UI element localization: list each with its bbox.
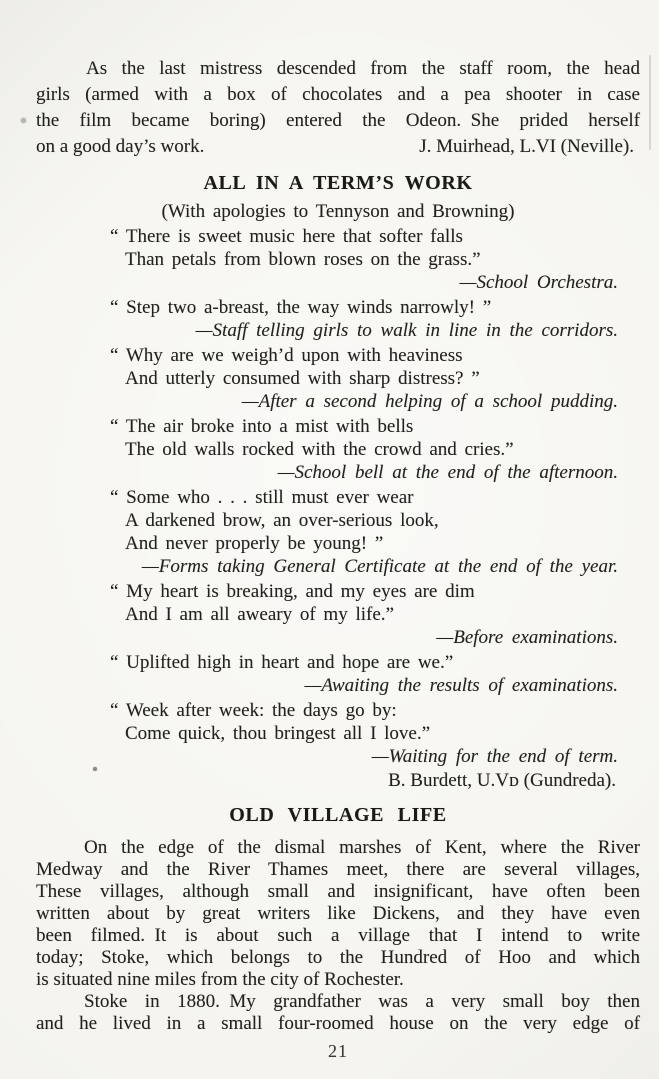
text-line: As the last mistress descended from the staff room, the head: [86, 58, 640, 79]
quotes-section: [36, 225, 640, 792]
text-line: is situated nine miles from the city of Rochester.: [36, 969, 404, 990]
scan-speck: [93, 767, 97, 771]
text-line: today; Stoke, which belongs to the Hundred of Hoo and which: [36, 947, 640, 968]
scan-edge-artifact: [649, 55, 651, 150]
quote-block: [110, 296, 640, 319]
quote-line: “ Some who . . . still must ever wear: [110, 487, 414, 508]
quote-line: A darkened brow, an over-serious look,: [125, 510, 439, 531]
quote-block: [110, 580, 640, 626]
text-line: These villages, although small and insignificant, have often been: [36, 881, 640, 902]
quote-block: [110, 344, 640, 390]
text-line: and he lived in a small four-roomed house on the very edge of: [36, 1013, 640, 1034]
quote-line: “ The air broke into a mist with bells: [110, 416, 414, 437]
quote-line: Come quick, thou bringest all I love.”: [125, 723, 431, 744]
section-title-old-village-life: OLD VILLAGE LIFE: [229, 804, 447, 826]
text-line: been filmed. It is about such a village that I intend to write: [36, 925, 640, 946]
section-subtitle: (With apologies to Tennyson and Browning): [161, 201, 515, 222]
quote-block: [110, 699, 640, 745]
quote-line: The old walls rocked with the crowd and cries.”: [125, 439, 514, 460]
village-paragraphs: [36, 837, 640, 1035]
quote-attribution: —School bell at the end of the afternoon.: [277, 462, 618, 483]
section-title-all-in-a-terms-work: ALL IN A TERM’S WORK: [203, 172, 473, 194]
quote-line: “ Why are we weigh’d upon with heaviness: [110, 345, 463, 366]
author-byline: J. Muirhead, L.VI (Neville).: [419, 136, 634, 157]
quote-block: [110, 225, 640, 271]
intro-closing-text: on a good day’s work.: [36, 136, 205, 157]
quote-line: “ Step two a-breast, the way winds narrowly! ”: [110, 297, 492, 318]
quote-line: And never properly be young! ”: [125, 533, 384, 554]
quote-line: “ There is sweet music here that softer falls: [110, 226, 463, 247]
quote-attribution: —Before examinations.: [436, 627, 618, 648]
quote-block: [110, 415, 640, 461]
quote-line: And utterly consumed with sharp distress? ”: [125, 368, 480, 389]
text-line: On the edge of the dismal marshes of Kent, where the River: [84, 837, 640, 858]
quote-line: Than petals from blown roses on the grass.”: [125, 249, 481, 270]
intro-paragraph: [36, 56, 640, 160]
text-line: [36, 134, 640, 160]
quote-attribution: —Awaiting the results of examinations.: [304, 675, 618, 696]
quote-attribution: —School Orchestra.: [459, 272, 618, 293]
text-line: Stoke in 1880. My grandfather was a very small boy then: [84, 991, 640, 1012]
quote-line: “ Week after week: the days go by:: [110, 700, 397, 721]
text-line: girls (armed with a box of chocolates and a pea shooter in case: [36, 84, 640, 105]
quote-block: [110, 651, 640, 674]
text-line: the film became boring) entered the Odeon. She prided herself: [36, 110, 640, 131]
quote-attribution: —Waiting for the end of term.: [371, 746, 618, 767]
quote-line: And I am all aweary of my life.”: [125, 604, 394, 625]
scan-speck: [21, 118, 26, 123]
author-byline: B. Burdett, U.Vᴅ (Gundreda).: [388, 770, 616, 791]
quote-attribution: —Staff telling girls to walk in line in the corridors.: [195, 320, 618, 341]
text-line: written about by great writers like Dickens, and they have even: [36, 903, 640, 924]
text-line: Medway and the River Thames meet, there are several villages,: [36, 859, 640, 880]
quote-block: [110, 486, 640, 555]
quote-line: “ Uplifted high in heart and hope are we.”: [110, 652, 454, 673]
quote-attribution: —Forms taking General Certificate at the end of the year.: [141, 556, 618, 577]
page-number: 21: [328, 1041, 348, 1061]
quote-attribution: —After a second helping of a school pudding.: [241, 391, 618, 412]
quote-line: “ My heart is breaking, and my eyes are dim: [110, 581, 475, 602]
